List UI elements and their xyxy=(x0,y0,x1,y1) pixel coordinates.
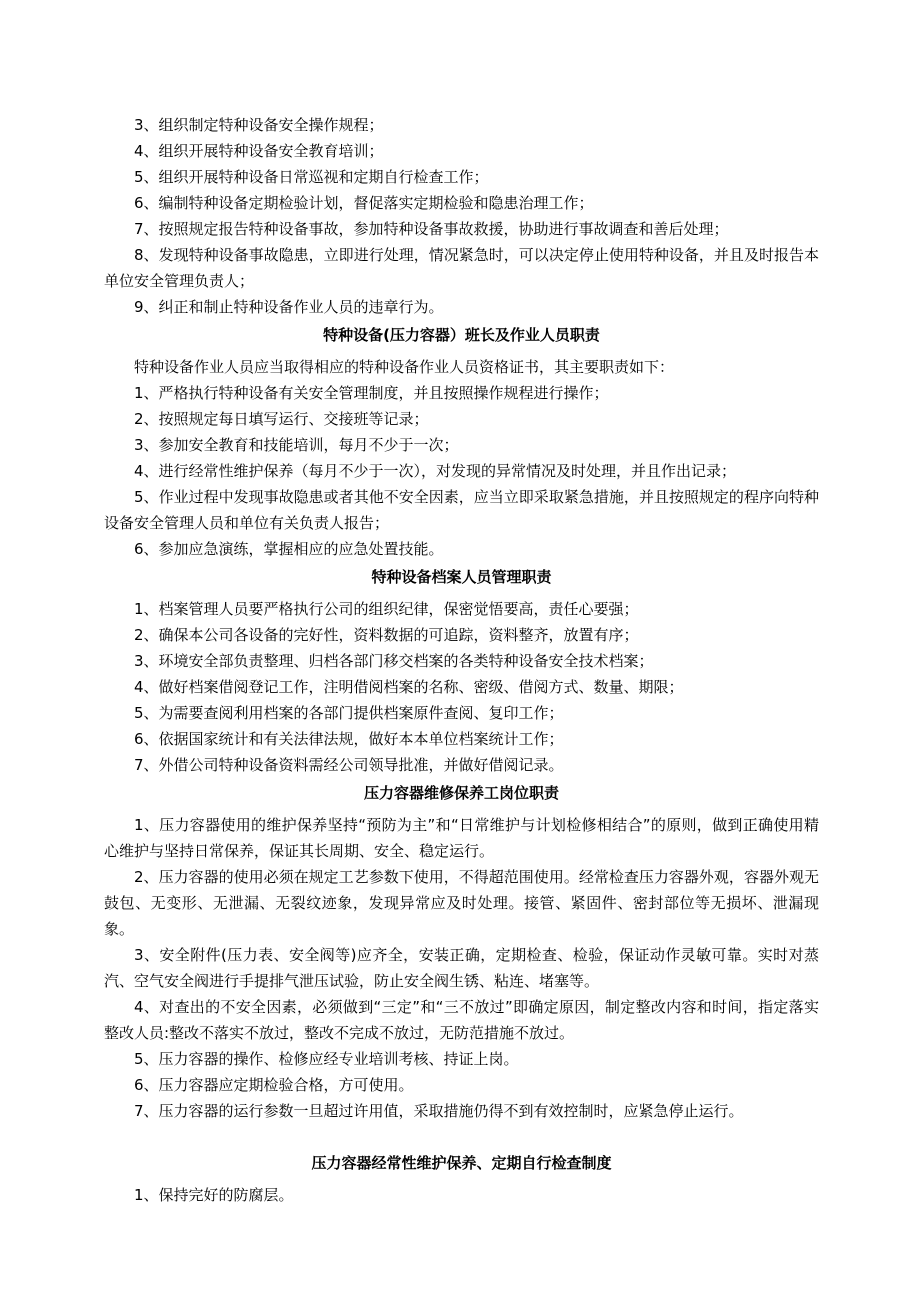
paragraph: 5、为需要查阅利用档案的各部门提供档案原件查阅、复印工作； xyxy=(134,704,564,722)
paragraph: 4、做好档案借阅登记工作，注明借阅档案的名称、密级、借阅方式、数量、期限； xyxy=(134,678,684,696)
paragraph: 7、外借公司特种设备资料需经公司领导批准，并做好借阅记录。 xyxy=(134,756,564,774)
paragraph: 5、组织开展特种设备日常巡视和定期自行检查工作； xyxy=(134,168,489,186)
paragraph: 1、严格执行特种设备有关安全管理制度，并且按照操作规程进行操作； xyxy=(134,384,609,402)
section-inspection-policy xyxy=(104,1150,819,1208)
section-responsibilities-continued xyxy=(104,112,819,320)
paragraph: 2、压力容器的使用必须在规定工艺参数下使用，不得超范围使用。经常检查压力容器外观，容器外观无鼓包、无变形、无泄漏、无裂纹迹象，发现异常应及时处理。接管、紧固件、密封部位等无损坏、泄漏现象。 xyxy=(104,868,819,938)
paragraph: 4、对查出的不安全因素，必须做到“三定”和“三不放过”即确定原因，制定整改内容和时间，指定落实整改人员:整改不落实不放过，整改不完成不放过，无防范措施不放过。 xyxy=(104,998,819,1042)
paragraph: 7、按照规定报告特种设备事故，参加特种设备事故救援，协助进行事故调查和善后处理； xyxy=(134,220,729,238)
section-maintenance-duties xyxy=(104,780,819,1124)
paragraph: 2、确保本公司各设备的完好性，资料数据的可追踪，资料整齐，放置有序； xyxy=(134,626,639,644)
paragraph: 8、发现特种设备事故隐患，立即进行处理，情况紧急时，可以决定停止使用特种设备，并且及时报告本单位安全管理负责人； xyxy=(104,246,819,290)
paragraph: 1、保持完好的防腐层。 xyxy=(134,1186,294,1204)
section-heading: 特种设备(压力容器）班长及作业人员职责 xyxy=(323,326,600,344)
paragraph: 3、环境安全部负责整理、归档各部门移交档案的各类特种设备安全技术档案； xyxy=(134,652,654,670)
paragraph: 5、压力容器的操作、检修应经专业培训考核、持证上岗。 xyxy=(134,1050,519,1068)
paragraph: 6、压力容器应定期检验合格，方可使用。 xyxy=(134,1076,414,1094)
paragraph: 4、进行经常性维护保养（每月不少于一次），对发现的异常情况及时处理，并且作出记录； xyxy=(134,462,737,480)
section-heading: 压力容器维修保养工岗位职责 xyxy=(363,784,559,802)
paragraph: 6、参加应急演练，掌握相应的应急处置技能。 xyxy=(134,540,444,558)
document-page xyxy=(104,112,819,1208)
paragraph: 6、编制特种设备定期检验计划，督促落实定期检验和隐患治理工作； xyxy=(134,194,594,212)
paragraph: 3、安全附件(压力表、安全阀等)应齐全，安装正确，定期检查、检验，保证动作灵敏可靠。实时对蒸汽、空气安全阀进行手提排气泄压试验，防止安全阀生锈、粘连、堵塞等。 xyxy=(104,946,819,990)
paragraph: 3、参加安全教育和技能培训，每月不少于一次； xyxy=(134,436,459,454)
paragraph: 6、依据国家统计和有关法律法规，做好本本单位档案统计工作； xyxy=(134,730,564,748)
paragraph: 9、纠正和制止特种设备作业人员的违章行为。 xyxy=(134,298,444,316)
paragraph: 5、作业过程中发现事故隐患或者其他不安全因素，应当立即采取紧急措施，并且按照规定的程序向特种设备安全管理人员和单位有关负责人报告； xyxy=(104,488,819,532)
section-heading: 压力容器经常性维护保养、定期自行检查制度 xyxy=(311,1154,612,1172)
section-archive-duties xyxy=(104,564,819,778)
section-operator-duties xyxy=(104,322,819,562)
paragraph: 1、压力容器使用的维护保养坚持“预防为主”和“日常维护与计划检修相结合”的原则，做到正确使用精心维护与坚持日常保养，保证其长周期、安全、稳定运行。 xyxy=(104,816,819,860)
paragraph: 1、档案管理人员要严格执行公司的组织纪律，保密觉悟要高，责任心要强； xyxy=(134,600,639,618)
paragraph: 3、组织制定特种设备安全操作规程； xyxy=(134,116,384,134)
section-heading: 特种设备档案人员管理职责 xyxy=(371,568,552,586)
paragraph: 4、组织开展特种设备安全教育培训； xyxy=(134,142,384,160)
paragraph: 7、压力容器的运行参数一旦超过许用值，采取措施仍得不到有效控制时，应紧急停止运行。 xyxy=(134,1102,744,1120)
paragraph: 特种设备作业人员应当取得相应的特种设备作业人员资格证书，其主要职责如下： xyxy=(134,358,675,376)
paragraph: 2、按照规定每日填写运行、交接班等记录； xyxy=(134,410,429,428)
